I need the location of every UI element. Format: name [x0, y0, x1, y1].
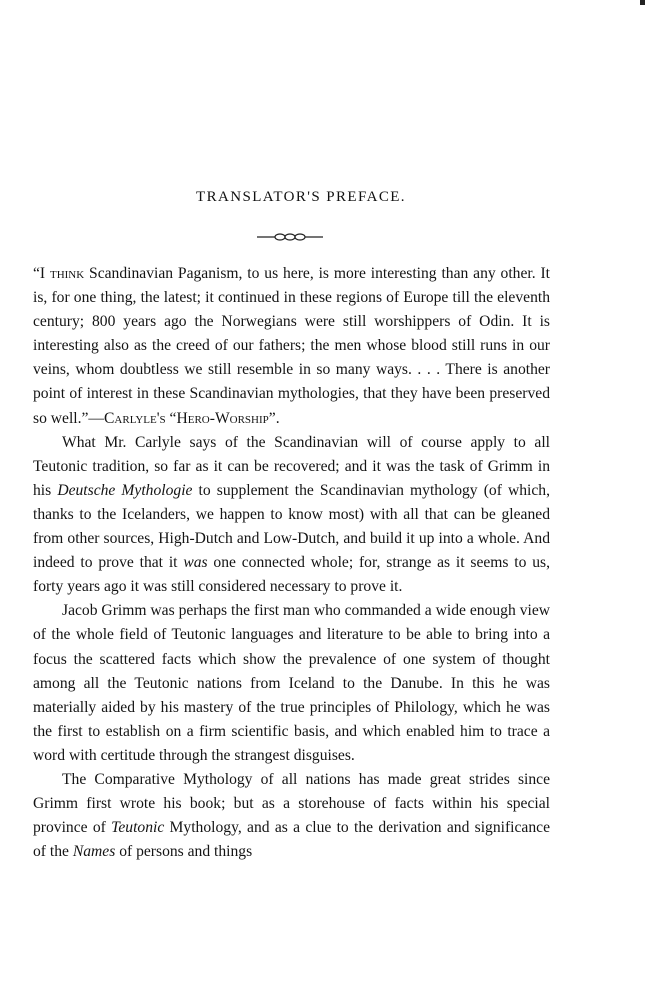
scan-corner-mark — [640, 0, 645, 5]
paragraph-text: to supplement the Scandinavian mythology (of which, thanks to the Icelanders, we happen to know most) with all that can be gleaned from other sources, High-Dutch and Low-Dutch, and build it up into a whole. And indeed to prove that it — [33, 481, 550, 572]
paragraph-grimm — [33, 599, 550, 768]
ornament-divider-icon — [255, 231, 325, 243]
paragraph-comparative — [33, 768, 550, 864]
paragraph-text: What Mr. Carlyle says of the Scandinavian will of course apply to all Teutonic tradition, so far as it can be recovered; and it was the task of Grimm in his — [33, 433, 550, 499]
small-caps-lead: I think — [39, 265, 85, 282]
page-title: TRANSLATOR'S PREFACE. — [196, 189, 406, 205]
quote-source-title: Hero-Worship — [176, 409, 269, 427]
source-open-quote: “ — [165, 409, 177, 427]
paragraph-text: The Comparative Mythology of all nations has made great strides since Grimm first wrote his book; but as a storehouse of facts within his special province of — [33, 770, 550, 837]
paragraph-text: Jacob Grimm was perhaps the first man who commanded a wide enough view of the whole field of Teutonic languages and literature to be able to bring into a focus the scattered facts which show the prevalence of one system of thought among all the Teutonic nations from Iceland to the Danube. In this he was materially aided by his mastery of the true principles of Philology, which he was the first to establish on a firm scientific basis, and which enabled him to trace a word with certitude through the strangest disguises. — [33, 602, 550, 764]
paragraph-text: Mythology, and as a clue to the derivation and significance of the — [33, 819, 550, 861]
body-text — [33, 262, 550, 864]
paragraph-text: one connected whole; for, strange as it seems to us, forty years ago it was still considered necessary to prove it. — [33, 554, 550, 596]
emphasis-italic: Teutonic — [111, 819, 165, 837]
open-quote: “ — [33, 265, 40, 282]
quote-attribution: Carlyle's — [104, 409, 166, 427]
quote-paragraph — [33, 262, 550, 431]
quote-text: Scandinavian Paganism, to us here, is more interesting than any other. It is, for one thing, the latest; it continued in these regions of Europe till the eleventh century; 800 years ago the Norwegians were still worshippers of Odin. It is interesting also as the creed of our fathers; the men whose blood still runs in our veins, whom doubtless we still resemble in so many ways. . . . There is another point of interest in these Scandinavian mythologies, that they have been preserved so well.”— — [33, 265, 550, 427]
emphasis-italic: Names — [72, 843, 116, 861]
emphasis-italic: was — [183, 554, 208, 572]
paragraph-carlyle — [33, 431, 550, 600]
paragraph-text: of persons and things — [115, 843, 253, 861]
book-title-italic: Deutsche Mythologie — [57, 481, 193, 499]
source-close-quote: ”. — [268, 409, 280, 427]
